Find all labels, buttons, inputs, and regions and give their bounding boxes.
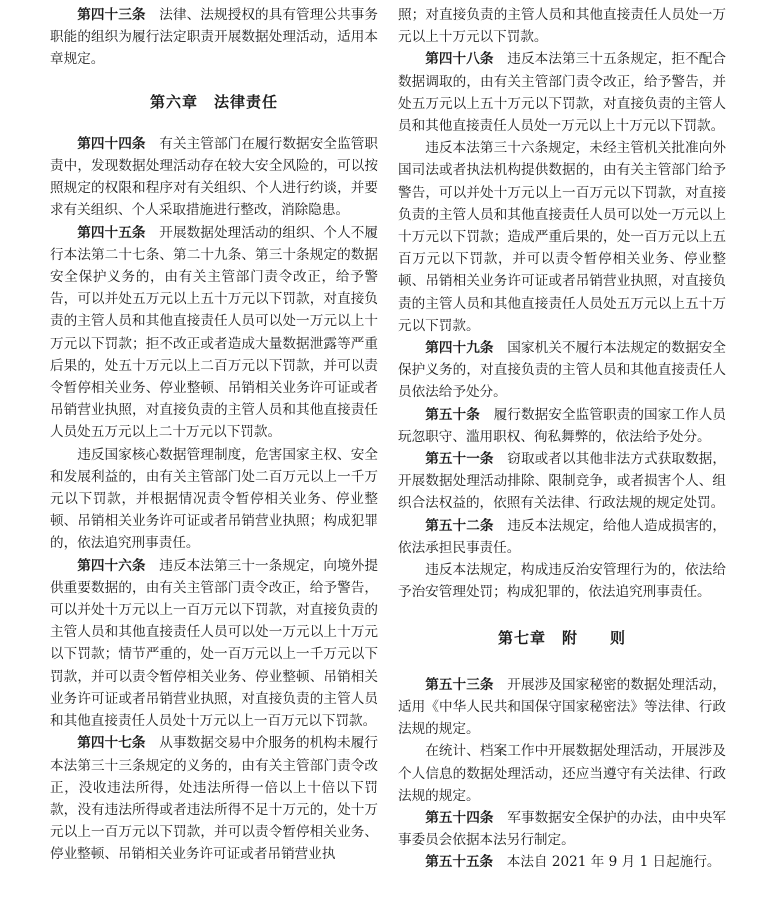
article-label: 第五十一条 <box>425 451 494 468</box>
article-52 <box>398 515 726 559</box>
article-text: 开展涉及国家秘密的数据处理活动，适用《中华人民共和国保守国家秘密法》等法律、行政法规的规定。 <box>398 676 727 738</box>
article-label: 第四十四条 <box>77 135 146 152</box>
article-label: 第五十五条 <box>425 854 494 871</box>
article-55 <box>398 851 726 873</box>
article-48-paragraph-2: 违反本法第三十六条规定，未经主管机关批准向外国司法或者执法机构提供数据的，由有关主管部门给予警告，可以并处十万元以上一百万元以下罚款，对直接负责的主管人员和其他直接责任人员可以处一万元以上十万元以下罚款；造成严重后果的，处一百万元以上五百万元以下罚款，并可以责令暂停相关业务、停业整顿、吊销相关业务许可证或者吊销营业执照，对直接负责的主管人员和其他直接责任人员处五万元以上五十万元以下罚款。 <box>398 140 726 334</box>
article-46 <box>50 555 378 733</box>
article-text: 法律、法规授权的具有管理公共事务职能的组织为履行法定职责开展数据处理活动，适用本章规定。 <box>50 7 379 68</box>
article-54 <box>398 807 726 851</box>
article-44 <box>50 133 378 222</box>
article-47-continued: 照；对直接负责的主管人员和其他直接责任人员处一万元以上十万元以下罚款。 <box>398 7 726 46</box>
article-53 <box>398 674 726 741</box>
article-label: 第五十二条 <box>425 517 494 534</box>
article-52-paragraph-2: 违反本法规定，构成违反治安管理行为的，依法给予治安管理处罚；构成犯罪的，依法追究刑事责任。 <box>398 562 726 601</box>
article-text: 窃取或者以其他非法方式获取数据，开展数据处理活动排除、限制竞争，或者损害个人、组织合法权益的，依照有关法律、行政法规的规定处罚。 <box>398 451 727 512</box>
article-49 <box>398 337 726 404</box>
article-text: 本法自 2021 年 9 月 1 日起施行。 <box>506 854 721 871</box>
article-45 <box>50 222 378 444</box>
article-label: 第四十五条 <box>77 224 146 241</box>
article-text: 开展数据处理活动的组织、个人不履行本法第二十七条、第二十九条、第三十条规定的数据安全保护义务的，由有关主管部门责令改正，给予警告，可以并处五万元以上五十万元以下罚款，对直接负责的主管人员和其他直接责任人员可以处一万元以上十万元以下罚款；拒不改正或者造成大量数据泄露等严重后果的，处五十万元以上二百万元以下罚款，并可以责令暂停相关业务、停业整顿、吊销相关业务许可证或者吊销营业执照，对直接负责的主管人员和其他直接责任人员处五万元以上二十万元以下罚款。 <box>50 224 379 441</box>
article-text: 违反本法第三十一条规定，向境外提供重要数据的，由有关主管部门责令改正，给予警告，可以并处十万元以上一百万元以下罚款，对直接负责的主管人员和其他直接责任人员可以处一万元以上十万元以下罚款；情节严重的，处一百万元以上一千万元以下罚款，并可以责令暂停相关业务、停业整顿、吊销相关业务许可证或者吊销营业执照，对直接负责的主管人员和其他直接责任人员处十万元以上一百万元以下罚款。 <box>50 557 379 730</box>
left-column <box>50 4 378 866</box>
chapter-7-heading: 第七章 附 则 <box>497 629 626 648</box>
article-47 <box>50 732 378 865</box>
article-label: 第五十四条 <box>425 809 494 826</box>
right-column <box>398 4 726 874</box>
article-text: 违反本法规定，给他人造成损害的，依法承担民事责任。 <box>398 517 727 556</box>
article-text: 国家机关不履行本法规定的数据安全保护义务的，对直接负责的主管人员和其他直接责任人员依法给予处分。 <box>398 340 727 401</box>
article-text: 违反本法第三十五条规定，拒不配合数据调取的，由有关主管部门责令改正，给予警告，并处五万元以上五十万元以下罚款，对直接负责的主管人员和其他直接责任人员处一万元以上十万元以下罚款。 <box>398 51 727 135</box>
article-label: 第四十六条 <box>77 557 146 574</box>
article-53-paragraph-2: 在统计、档案工作中开展数据处理活动，开展涉及个人信息的数据处理活动，还应当遵守有关法律、行政法规的规定。 <box>398 743 726 804</box>
article-43 <box>50 4 378 71</box>
article-text: 从事数据交易中介服务的机构未履行本法第三十三条规定的义务的，由有关主管部门责令改正，没收违法所得，处违法所得一倍以上十倍以下罚款，没有违法所得或者违法所得不足十万元的，处十万元以上一百万元以下罚款，并可以责令暂停相关业务、停业整顿、吊销相关业务许可证或者吊销营业执 <box>50 735 379 863</box>
article-label: 第五十三条 <box>425 676 494 693</box>
article-text: 有关主管部门在履行数据安全监管职责中，发现数据处理活动存在较大安全风险的，可以按照规定的权限和程序对有关组织、个人进行约谈，并要求有关组织、个人采取措施进行整改，消除隐患。 <box>50 135 379 219</box>
article-text: 军事数据安全保护的办法，由中央军事委员会依据本法另行制定。 <box>398 809 727 849</box>
article-50 <box>398 404 726 448</box>
chapter-6-heading: 第六章 法律责任 <box>149 92 278 111</box>
article-label: 第四十八条 <box>425 51 494 68</box>
article-label: 第四十三条 <box>77 7 146 23</box>
article-label: 第四十七条 <box>77 735 146 752</box>
article-label: 第五十条 <box>425 406 480 423</box>
article-text: 履行数据安全监管职责的国家工作人员玩忽职守、滥用职权、徇私舞弊的，依法给予处分。 <box>398 406 727 445</box>
article-48 <box>398 48 726 137</box>
article-45-paragraph-2: 违反国家核心数据管理制度，危害国家主权、安全和发展利益的，由有关主管部门处二百万元以上一千万元以下罚款，并根据情况责令暂停相关业务、停业整顿、吊销相关业务许可证或者吊销营业执照；构成犯罪的，依法追究刑事责任。 <box>50 446 378 552</box>
article-51 <box>398 448 726 515</box>
article-label: 第四十九条 <box>425 340 494 357</box>
